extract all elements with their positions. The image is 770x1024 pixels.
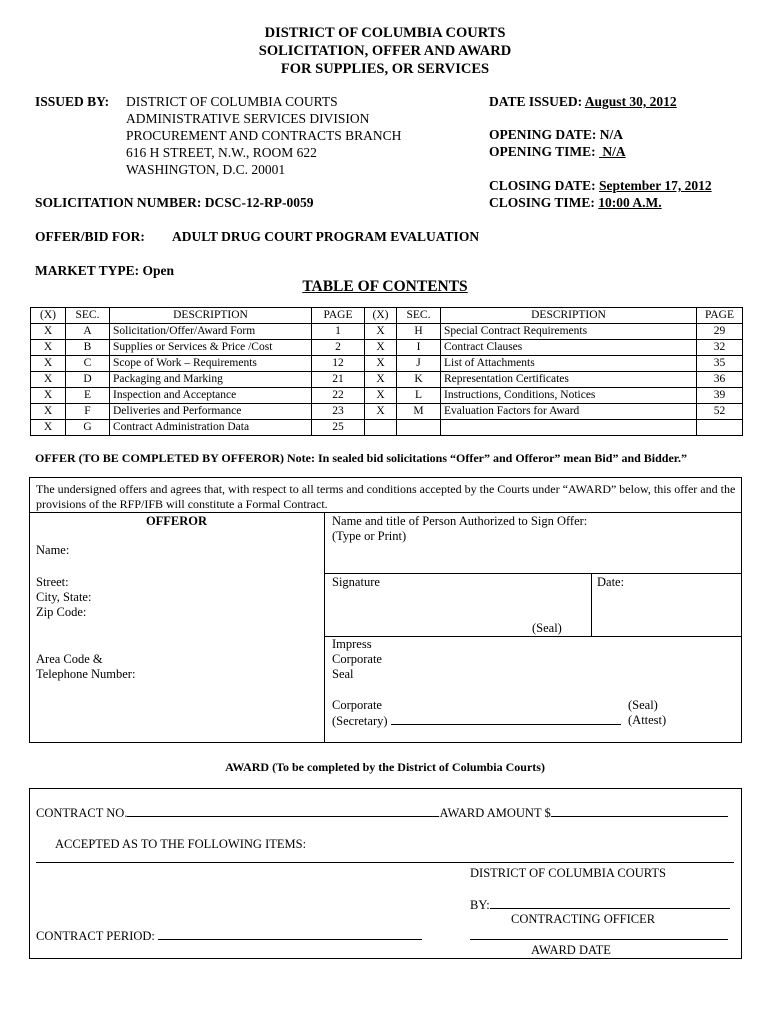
toc-row — [31, 372, 743, 388]
toc-row — [31, 388, 743, 404]
toc-cell-desc: Evaluation Factors for Award — [441, 404, 697, 420]
closing-date-label: CLOSING DATE: — [489, 178, 596, 193]
toc-cell-sec — [397, 420, 441, 436]
toc-cell-page: 32 — [697, 340, 743, 356]
secretary-signature-field[interactable] — [391, 713, 621, 725]
toc-col-sec: SEC. — [66, 308, 110, 324]
by-line — [470, 897, 730, 913]
offeror-telephone-label: Telephone Number: — [36, 667, 136, 681]
by-signature-field[interactable] — [490, 897, 730, 909]
solicitation-number-label: SOLICITATION NUMBER: — [35, 195, 202, 210]
by-label: BY: — [470, 898, 490, 912]
toc-cell-x: X — [31, 420, 66, 436]
offer-note: OFFER (TO BE COMPLETED BY OFFEROR) Note: In sealed bid solicitations “Offer” and Offeror” mean Bid” and Bidder.” — [35, 451, 688, 465]
toc-cell-sec: C — [66, 356, 110, 372]
toc-cell-sec: G — [66, 420, 110, 436]
toc-cell-x: X — [365, 372, 397, 388]
form-title-line-2: SOLICITATION, OFFER AND AWARD — [258, 43, 512, 59]
contract-no-line — [36, 805, 728, 821]
award-heading: AWARD (To be completed by the District of Columbia Courts) — [225, 760, 545, 774]
toc-heading: TABLE OF CONTENTS — [302, 278, 468, 295]
toc-cell-page: 12 — [312, 356, 365, 372]
toc-cell-sec: D — [66, 372, 110, 388]
issued-by-line: DISTRICT OF COLUMBIA COURTS — [126, 94, 338, 109]
toc-cell-page — [697, 420, 743, 436]
toc-col-x: (X) — [365, 308, 397, 324]
toc-col-page: PAGE — [697, 308, 743, 324]
issued-by-line: 616 H STREET, N.W., ROOM 622 — [126, 145, 317, 160]
seal-label: (Seal) — [532, 621, 562, 635]
issued-by-line: WASHINGTON, D.C. 20001 — [126, 162, 286, 177]
date-label: Date: — [597, 575, 625, 589]
toc-cell-x: X — [31, 324, 66, 340]
secretary-line — [332, 713, 621, 729]
opening-time-value: N/A — [602, 144, 626, 159]
contract-no-field[interactable] — [127, 805, 439, 817]
award-dc-courts: DISTRICT OF COLUMBIA COURTS — [470, 866, 666, 880]
type-or-print-label: (Type or Print) — [332, 529, 407, 543]
issued-by-line: PROCUREMENT AND CONTRACTS BRANCH — [126, 128, 402, 143]
toc-cell-x: X — [31, 356, 66, 372]
toc-cell-sec: E — [66, 388, 110, 404]
solicitation-number — [35, 194, 314, 211]
toc-col-x: (X) — [31, 308, 66, 324]
solicitation-number-value: DCSC-12-RP-0059 — [204, 195, 314, 210]
toc-col-sec: SEC. — [397, 308, 441, 324]
toc-cell-x: X — [365, 404, 397, 420]
toc-cell-desc — [441, 420, 697, 436]
toc-cell-desc: Solicitation/Offer/Award Form — [110, 324, 312, 340]
toc-table — [30, 307, 743, 436]
contract-period-line — [36, 928, 422, 944]
offeror-zip-label: Zip Code: — [36, 605, 87, 619]
toc-cell-page: 29 — [697, 324, 743, 340]
secretary-label: (Secretary) — [332, 714, 388, 728]
offeror-city-label: City, State: — [36, 590, 92, 604]
opening-time — [489, 143, 691, 160]
contract-period-label: CONTRACT PERIOD: — [36, 929, 155, 943]
issued-by-label: ISSUED BY: — [35, 94, 110, 109]
offeror-heading: OFFEROR — [145, 514, 208, 528]
toc-cell-desc: Special Contract Requirements — [441, 324, 697, 340]
toc-cell-sec: L — [397, 388, 441, 404]
award-date-label: AWARD DATE — [531, 943, 611, 957]
opening-time-label: OPENING TIME: — [489, 144, 596, 159]
toc-cell-x: X — [365, 356, 397, 372]
toc-cell-x: X — [365, 324, 397, 340]
toc-cell-sec: J — [397, 356, 441, 372]
toc-cell-desc: Representation Certificates — [441, 372, 697, 388]
date-issued — [489, 93, 677, 110]
toc-cell-desc: Supplies or Services & Price /Cost — [110, 340, 312, 356]
toc-row — [31, 340, 743, 356]
toc-cell-desc: List of Attachments — [441, 356, 697, 372]
issued-by-address — [126, 93, 401, 178]
toc-row — [31, 324, 743, 340]
impress-label: Impress — [332, 637, 372, 651]
date-issued-label: DATE ISSUED: — [489, 94, 583, 109]
toc-cell-page: 52 — [697, 404, 743, 420]
offeror-street-label: Street: — [36, 575, 69, 589]
offer-statement: The undersigned offers and agrees that, with respect to all terms and conditions accepted by the Courts under “AWARD” below, this offer and the provisions of the RFP/IFB will constitute a Formal Contract. — [36, 482, 736, 511]
award-amount-label: AWARD AMOUNT $ — [439, 806, 551, 820]
offer-bid-for-label: OFFER/BID FOR: — [35, 229, 145, 244]
toc-row — [31, 356, 743, 372]
corporate-seal-label: Seal — [332, 667, 354, 681]
closing-time-label: CLOSING TIME: — [489, 195, 595, 210]
closing-date — [489, 177, 712, 194]
form-title-line-3: FOR SUPPLIES, OR SERVICES — [280, 61, 490, 77]
toc-cell-page: 25 — [312, 420, 365, 436]
toc-cell-desc: Contract Administration Data — [110, 420, 312, 436]
toc-cell-page: 21 — [312, 372, 365, 388]
accepted-items-line[interactable] — [36, 862, 734, 863]
corporate-label: Corporate — [332, 652, 382, 666]
toc-cell-desc: Deliveries and Performance — [110, 404, 312, 420]
toc-col-desc: DESCRIPTION — [441, 308, 697, 324]
toc-cell-page: 1 — [312, 324, 365, 340]
contract-period-field[interactable] — [158, 928, 422, 940]
toc-cell-sec: K — [397, 372, 441, 388]
toc-cell-sec: M — [397, 404, 441, 420]
toc-cell-x: X — [31, 404, 66, 420]
award-amount-field[interactable] — [551, 805, 728, 817]
toc-row — [31, 420, 743, 436]
date-issued-value: August 30, 2012 — [584, 94, 677, 109]
toc-cell-desc: Packaging and Marking — [110, 372, 312, 388]
signature-label: Signature — [332, 575, 380, 589]
offeror-area-code-label: Area Code & — [36, 652, 103, 666]
seal-attest-label: (Seal) — [628, 698, 658, 712]
contract-no-label: CONTRACT NO. — [36, 806, 128, 820]
closing-time-value: 10:00 A.M. — [598, 195, 662, 210]
toc-cell-page: 35 — [697, 356, 743, 372]
contracting-officer-label: CONTRACTING OFFICER — [511, 912, 656, 926]
toc-cell-page: 23 — [312, 404, 365, 420]
toc-cell-page: 2 — [312, 340, 365, 356]
offer-bid-for-value: ADULT DRUG COURT PROGRAM EVALUATION — [172, 229, 480, 244]
toc-cell-page: 36 — [697, 372, 743, 388]
opening-date: OPENING DATE: N/A — [489, 127, 624, 142]
award-date-field[interactable] — [470, 939, 728, 940]
toc-cell-page: 39 — [697, 388, 743, 404]
toc-cell-sec: F — [66, 404, 110, 420]
corporate-secretary-label: Corporate — [332, 698, 382, 712]
toc-cell-desc: Instructions, Conditions, Notices — [441, 388, 697, 404]
authorized-signer-label: Name and title of Person Authorized to Sign Offer: — [332, 514, 588, 528]
toc-cell-sec: B — [66, 340, 110, 356]
issued-by-line: ADMINISTRATIVE SERVICES DIVISION — [126, 111, 370, 126]
toc-cell-desc: Inspection and Acceptance — [110, 388, 312, 404]
attest-label: (Attest) — [628, 713, 667, 727]
accepted-items-label: ACCEPTED AS TO THE FOLLOWING ITEMS: — [55, 837, 307, 851]
form-title-line-1: DISTRICT OF COLUMBIA COURTS — [264, 25, 506, 41]
toc-cell-x — [365, 420, 397, 436]
toc-cell-sec: I — [397, 340, 441, 356]
market-type: MARKET TYPE: Open — [35, 263, 175, 278]
toc-cell-sec: H — [397, 324, 441, 340]
toc-cell-x: X — [365, 388, 397, 404]
toc-cell-sec: A — [66, 324, 110, 340]
closing-date-value: September 17, 2012 — [599, 178, 712, 193]
toc-cell-desc: Contract Clauses — [441, 340, 697, 356]
closing-time — [489, 194, 662, 211]
toc-cell-x: X — [31, 340, 66, 356]
offeror-name-label: Name: — [36, 543, 70, 557]
toc-cell-page: 22 — [312, 388, 365, 404]
toc-col-page: PAGE — [312, 308, 365, 324]
toc-cell-x: X — [31, 388, 66, 404]
toc-cell-x: X — [365, 340, 397, 356]
toc-header-row — [31, 308, 743, 324]
toc-cell-x: X — [31, 372, 66, 388]
toc-cell-desc: Scope of Work – Requirements — [110, 356, 312, 372]
toc-col-desc: DESCRIPTION — [110, 308, 312, 324]
toc-row — [31, 404, 743, 420]
